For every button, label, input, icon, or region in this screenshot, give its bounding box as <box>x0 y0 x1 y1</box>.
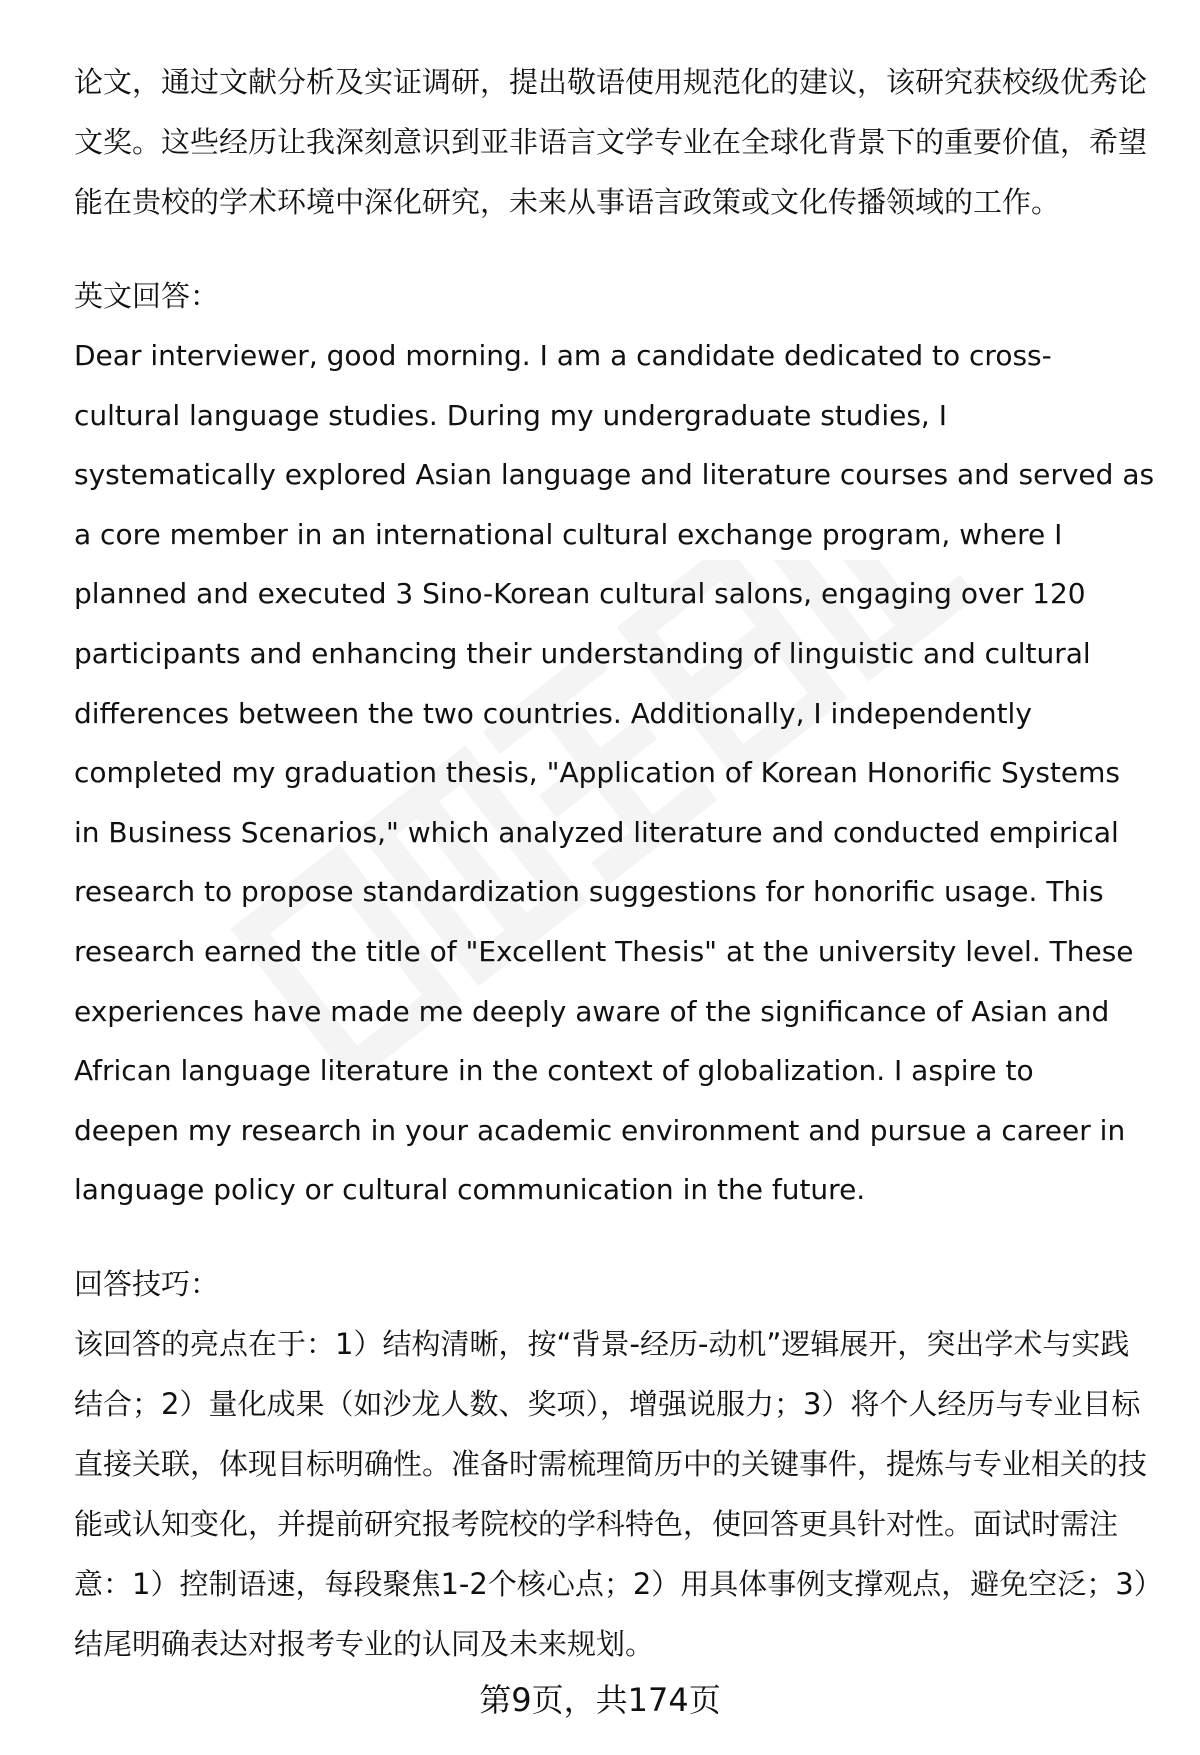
english-answer-line: in Business Scenarios," which analyzed literature and conducted empirical <box>74 815 1119 849</box>
english-answer-line: African language literature in the context of globalization. I aspire to <box>74 1054 1034 1088</box>
english-answer-line: completed my graduation thesis, "Application of Korean Honorific Systems <box>74 756 1120 790</box>
english-answer-line: research to propose standardization suggestions for honorific usage. This <box>74 875 1104 909</box>
english-answer-line: planned and executed 3 Sino-Korean cultural salons, engaging over 120 <box>74 577 1086 611</box>
english-answer-line: systematically explored Asian language and literature courses and served as <box>74 458 1155 492</box>
page-indicator: 第9页，共174页 <box>479 1681 721 1719</box>
english-answer-line: experiences have made me deeply aware of the significance of Asian and <box>74 994 1110 1028</box>
english-answer-label: 英文回答： <box>74 279 220 313</box>
english-answer-line: cultural language studies. During my undergraduate studies, I <box>74 398 947 432</box>
english-answer-line: deepen my research in your academic environment and pursue a career in <box>74 1113 1126 1147</box>
english-answer-line: differences between the two countries. Additionally, I independently <box>74 696 1032 730</box>
answer-tips-paragraph: 该回答的亮点在于：1）结构清晰，按“背景-经历-动机”逻辑展开，突出学术与实践结合；2）量化成果（如沙龙人数、奖项），增强说服力；3）将个人经历与专业目标直接关联，体现目标明确性。准备时需梳理简历中的关键事件，提炼与专业相关的技能或认知变化，并提前研究报考院校的学科特色，使回答更具针对性。面试时需注意：1）控制语速，每段聚焦1-2个核心点；2）用具体事例支撑观点，避免空泛；3）结尾明确表达对报考专业的认同及未来规划。 <box>74 1326 1149 1661</box>
answer-tips-label: 回答技巧： <box>74 1266 220 1301</box>
document-content <box>74 52 1154 1674</box>
english-answer-paragraph <box>74 326 1154 1220</box>
english-answer-line: Dear interviewer, good morning. I am a candidate dedicated to cross- <box>74 339 1052 372</box>
english-answer-line: a core member in an international cultural exchange program, where I <box>74 517 1063 551</box>
english-answer-line: participants and enhancing their understanding of linguistic and cultural <box>74 636 1091 670</box>
intro-paragraph: 论文，通过文献分析及实证调研，提出敬语使用规范化的建议，该研究获校级优秀论文奖。这些经历让我深刻意识到亚非语言文学专业在全球化背景下的重要价值，希望能在贵校的学术环境中深化研究，未来从事语言政策或文化传播领域的工作。 <box>74 65 1148 219</box>
english-answer-line: language policy or cultural communication in the future. <box>74 1173 866 1207</box>
english-answer-line: research earned the title of "Excellent Thesis" at the university level. These <box>74 934 1134 968</box>
